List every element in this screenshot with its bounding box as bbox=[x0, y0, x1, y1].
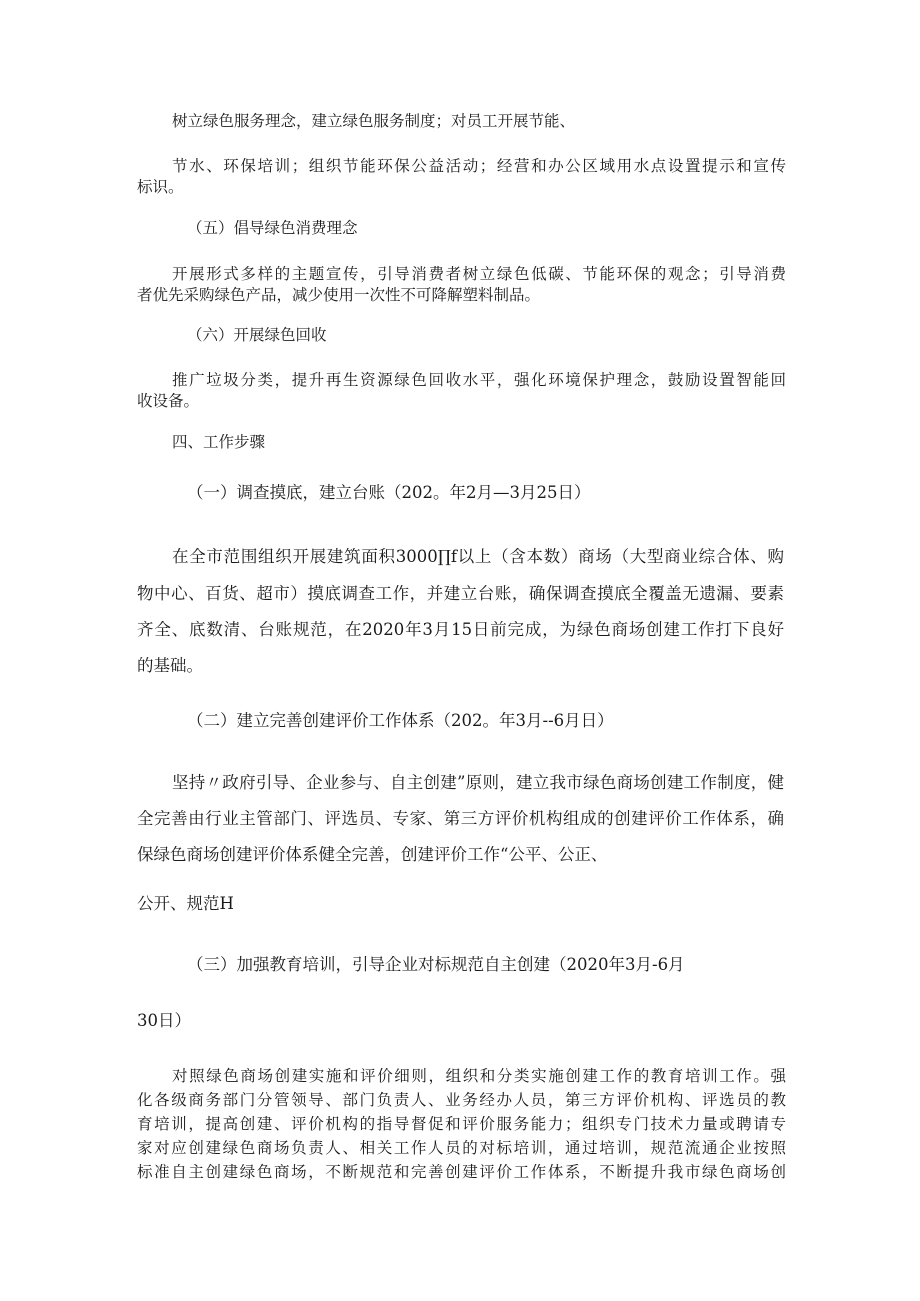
chapter-heading: 四、工作步骤 bbox=[172, 433, 266, 451]
paragraph-line: 齐全、底数清、台账规范，在2020年3月15日前完成，为绿色商场创建工作打下良好 bbox=[137, 620, 784, 639]
paragraph-line: 者优先采购绿色产品，减少使用一次性不可降解塑料制品。 bbox=[137, 286, 541, 304]
paragraph-line: 的基础。 bbox=[137, 656, 203, 675]
paragraph-line: 推广垃圾分类，提升再生资源绿色回收水平，强化环境保护理念，鼓励设置智能回 bbox=[172, 371, 786, 389]
paragraph-line: 开展形式多样的主题宣传，引导消费者树立绿色低碳、节能环保的观念；引导消费 bbox=[172, 265, 786, 283]
paragraph-line: 标准自主创建绿色商场，不断规范和完善创建评价工作体系，不断提升我市绿色商场创 bbox=[137, 1163, 786, 1181]
paragraph-line: 育培训，提高创建、评价机构的指导督促和评价服务能力；组织专门技术力量或聘请专 bbox=[137, 1115, 786, 1133]
paragraph-line: 公开、规范H bbox=[137, 894, 234, 913]
step-heading-continued: 30日） bbox=[137, 1011, 191, 1030]
paragraph-line: 标识。 bbox=[137, 178, 184, 196]
paragraph-line: 在全市范围组织开展建筑面积3000∏f以上（含本数）商场（大型商业综合体、购 bbox=[172, 547, 784, 566]
paragraph-line: 物中心、百货、超市）摸底调查工作，并建立台账，确保调查摸底全覆盖无遗漏、要素 bbox=[137, 584, 784, 603]
paragraph-line: 节水、环保培训；组织节能环保公益活动；经营和办公区域用水点设置提示和宣传 bbox=[172, 157, 786, 175]
paragraph-line: 保绿色商场创建评价体系健全完善，创建评价工作“公平、公正、 bbox=[137, 845, 608, 864]
step-heading: （三）加强教育培训，引导企业对标规范自主创建（2020年3月-6月 bbox=[187, 955, 685, 974]
section-heading: （五）倡导绿色消费理念 bbox=[187, 219, 358, 237]
paragraph-line: 收设备。 bbox=[137, 392, 200, 410]
paragraph-line: 坚持〃政府引导、企业参与、自主创建”原则，建立我市绿色商场创建工作制度，健 bbox=[172, 773, 784, 792]
paragraph-line: 全完善由行业主管部门、评选员、专家、第三方评价机构组成的创建评价工作体系，确 bbox=[137, 809, 784, 828]
step-heading: （一）调查摸底，建立台账（202。年2月—3月25日） bbox=[187, 483, 591, 502]
paragraph-line: 家对应创建绿色商场负责人、相关工作人员的对标培训，通过培训，规范流通企业按照 bbox=[137, 1139, 786, 1157]
paragraph-line: 化各级商务部门分管领导、部门负责人、业务经办人员，第三方评价机构、评选员的教 bbox=[137, 1091, 786, 1109]
paragraph-line: 树立绿色服务理念，建立绿色服务制度；对员工开展节能、 bbox=[172, 112, 576, 130]
paragraph-line: 对照绿色商场创建实施和评价细则，组织和分类实施创建工作的教育培训工作。强 bbox=[172, 1067, 786, 1085]
section-heading: （六）开展绿色回收 bbox=[187, 326, 327, 344]
step-heading: （二）建立完善创建评价工作体系（202。年3月--6月日） bbox=[187, 711, 614, 730]
